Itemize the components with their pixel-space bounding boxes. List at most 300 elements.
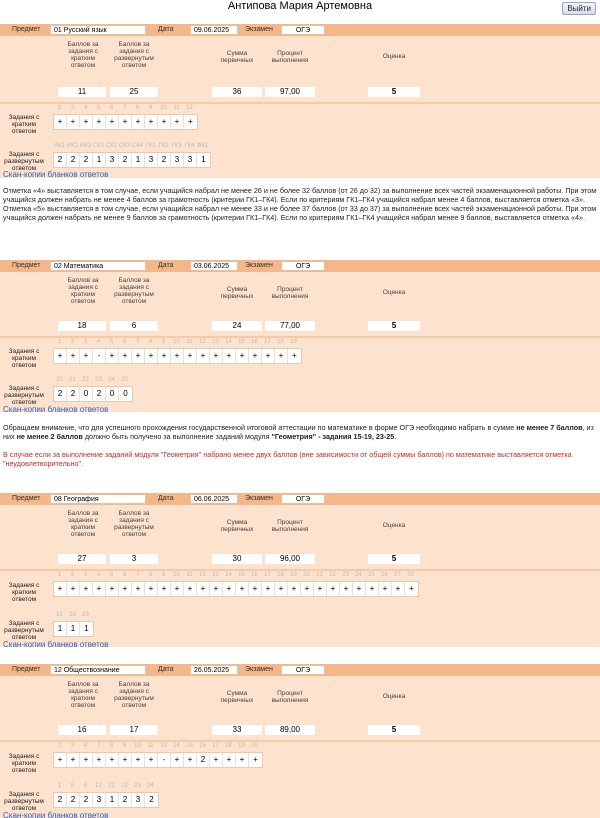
task-result-cell: 2 [54,387,67,401]
task-number: 14 [173,743,180,749]
task-number: 5 [70,783,75,789]
subject-header [0,24,600,36]
grade-header: Оценка [382,522,406,529]
long-points-value: 6 [110,321,158,331]
short-points-value: 18 [58,321,106,331]
task-result-cell: + [292,351,297,360]
task-number: 10 [160,105,167,111]
task-number: 25 [121,377,128,383]
task-number: 4 [83,105,88,111]
task-result-cell: + [67,753,80,767]
task-result-cell: + [197,349,210,363]
subject-header [0,664,600,676]
percent-header: Процент выполнения [271,690,309,704]
task-result-cell: + [171,753,184,767]
date-label: Дата [158,262,174,269]
task-result-cell: 2 [80,793,93,807]
task-number: 4 [96,572,101,578]
task-number: 8 [135,105,140,111]
short-task-results [53,348,302,364]
date-field: 03.06.2025 [190,261,238,271]
percent-value: 96,00 [265,554,315,564]
task-number: 3 [83,339,88,345]
task-result-cell: + [253,755,258,764]
subject-label: Предмет [12,26,41,33]
subject-label: Предмет [12,495,41,502]
subject-label: Предмет [12,666,41,673]
task-result-cell: + [171,115,184,129]
task-number: ГК4 [184,143,195,149]
task-result-cell: + [171,582,184,596]
task-number: 12 [199,572,206,578]
task-result-cell: + [262,582,275,596]
task-result-cell: + [184,753,197,767]
primary-sum-value: 36 [212,87,262,97]
score-summary [0,676,600,740]
short-row-label: Задания с кратким ответом [8,753,40,774]
task-number: 23 [342,572,349,578]
task-number: 24 [355,572,362,578]
grade-header: Оценка [382,289,406,296]
task-number: 6 [83,783,88,789]
task-number: 5 [109,339,114,345]
long-points-header: Баллов за задания с развернутым ответом [114,41,154,69]
page-title: Антипова Мария Артемовна [227,0,373,12]
task-result-cell: + [249,582,262,596]
subject-name-field: 12 Обществознание [50,665,146,675]
task-result-cell: + [93,753,106,767]
short-answer-row [0,742,600,782]
math-warning-note: В случае если за выполнение заданий модуля "Геометрия" набрано менее двух баллов (вне зависимости от общей суммы баллов) по математике выставляется отметка "неудовлетворительно". [3,450,572,468]
task-result-cell: + [54,582,67,596]
grade-header: Оценка [382,53,406,60]
task-number: 16 [199,743,206,749]
task-number: 20 [251,743,258,749]
task-result-cell: 2 [80,153,93,167]
grade-value: 5 [368,554,420,564]
task-number: 17 [264,572,271,578]
task-number: 11 [147,743,154,749]
subject-name-field: 01 Русский язык [50,25,146,35]
task-result-cell: + [67,582,80,596]
task-number: ГК2 [158,143,169,149]
task-result-cell: 2 [119,793,132,807]
task-number: 24 [147,783,154,789]
task-result-cell: + [158,582,171,596]
task-result-cell: 2 [67,387,80,401]
task-number: 22 [121,783,128,789]
task-result-cell: + [366,582,379,596]
task-number: 3 [83,572,88,578]
subject-name-field: 02 Математика [50,261,146,271]
task-number: СК1 [92,143,105,149]
task-result-cell: 3 [184,153,197,167]
task-number: ФК1 [196,143,209,149]
short-points-header: Баллов за задания с кратким ответом [67,41,99,69]
task-number: 18 [277,572,284,578]
task-number: 16 [251,339,258,345]
long-points-value: 3 [110,554,158,564]
task-number: 25 [368,572,375,578]
task-number: 1 [57,572,62,578]
task-number: 9 [161,572,166,578]
primary-sum-value: 30 [212,554,262,564]
task-result-cell: + [236,753,249,767]
task-number: 22 [82,377,89,383]
task-result-cell: 1 [93,153,106,167]
task-result-cell: + [106,349,119,363]
percent-value: 77,00 [265,321,315,331]
task-result-cell: 2 [93,387,106,401]
long-row-label: Задания с развернутым ответом [4,385,44,406]
task-result-cell: + [210,753,223,767]
date-label: Дата [158,666,174,673]
task-result-cell: 3 [145,153,158,167]
task-result-cell: + [80,349,93,363]
task-number: 6 [122,339,127,345]
task-result-cell: + [409,584,414,593]
task-number: 3 [70,105,75,111]
date-label: Дата [158,495,174,502]
task-number: 28 [69,612,76,618]
task-number: 13 [212,572,219,578]
task-result-cell: + [340,582,353,596]
task-result-cell: + [93,582,106,596]
task-result-cell: + [106,753,119,767]
task-result-cell: 1 [84,624,89,633]
task-number: 9 [161,339,166,345]
task-result-cell: + [275,582,288,596]
short-points-value: 16 [58,725,106,735]
task-result-cell: + [93,115,106,129]
task-result-cell: + [132,115,145,129]
primary-sum-header: Сумма первичных [220,690,254,704]
math-geometry-note: Обращаем внимание, что для успешного прохождения государственной итоговой аттестации по математике в форме ОГЭ необходимо набрать в сумме не менее 7 баллов, из них не менее 2 баллов должно быть получено за выполнение заданий модуля "Геометрия" - задания 15-19, 23-25. [3,423,594,441]
grade-value: 5 [368,725,420,735]
grade-value: 5 [368,87,420,97]
task-result-cell: 0 [106,387,119,401]
task-result-cell: + [119,115,132,129]
task-number: 3 [70,743,75,749]
task-result-cell: 2 [67,793,80,807]
task-result-cell: + [132,582,145,596]
subject-header [0,260,600,272]
task-number: 10 [134,743,141,749]
task-number: 18 [277,339,284,345]
scan-copies-link[interactable]: Скан-копии бланков ответов [3,170,109,179]
math-note-part6: "Геометрия" - задания 15-19, 23-25 [271,432,395,441]
task-number: 7 [122,105,127,111]
task-result-cell: 0 [80,387,93,401]
task-result-cell: + [80,582,93,596]
scan-copies-link[interactable]: Скан-копии бланков ответов [3,640,109,649]
short-task-results [53,581,419,597]
task-result-cell: + [262,349,275,363]
percent-header: Процент выполнения [271,519,309,533]
task-number: 5 [109,572,114,578]
short-answer-row [0,571,600,611]
task-result-cell: 1 [67,622,80,636]
task-result-cell: 2 [67,153,80,167]
long-points-header: Баллов за задания с развернутым ответом [114,681,154,709]
subject-label: Предмет [12,262,41,269]
task-result-cell: 2 [54,153,67,167]
task-number: 1 [57,339,62,345]
task-result-cell: + [80,115,93,129]
short-row-label: Задания с кратким ответом [8,582,40,603]
task-result-cell: + [223,582,236,596]
long-task-results [53,792,159,808]
task-number: 7 [135,572,140,578]
percent-value: 97,00 [265,87,315,97]
task-number: 15 [238,339,245,345]
percent-header: Процент выполнения [271,50,309,64]
task-result-cell: + [158,349,171,363]
task-result-cell: 2 [54,793,67,807]
task-number: 19 [290,339,297,345]
task-result-cell: + [379,582,392,596]
long-points-value: 25 [110,87,158,97]
task-number: 5 [96,105,101,111]
task-result-cell: 0 [123,389,128,398]
task-result-cell: 2 [149,795,154,804]
task-number: 6 [122,572,127,578]
subject-social [0,664,600,818]
task-number: 12 [186,105,193,111]
task-result-cell: + [54,349,67,363]
short-points-value: 27 [58,554,106,564]
task-result-cell: + [210,582,223,596]
task-number: 12 [56,612,63,618]
primary-sum-value: 33 [212,725,262,735]
scan-copies-link[interactable]: Скан-копии бланков ответов [3,405,109,414]
task-number: 16 [251,572,258,578]
task-result-cell: 2 [158,153,171,167]
task-number: 12 [199,339,206,345]
date-field: 26.05.2025 [190,665,238,675]
task-number: 4 [96,339,101,345]
math-note-part5: должно быть получено за выполнение заданий модуля [84,432,270,441]
percent-value: 89,00 [265,725,315,735]
date-field: 06.06.2025 [190,494,238,504]
score-summary [0,272,600,336]
task-number: 10 [173,572,180,578]
subject-name-field: 08 География [50,494,146,504]
task-result-cell: 2 [119,153,132,167]
task-number: 9 [122,743,127,749]
long-row-label: Задания с развернутым ответом [4,151,44,172]
task-result-cell: + [275,349,288,363]
task-number: 8 [109,743,114,749]
task-number: ИК2 [66,143,79,149]
task-result-cell: + [249,349,262,363]
task-result-cell: 1 [106,793,119,807]
task-number: 13 [212,339,219,345]
task-result-cell: + [119,582,132,596]
russian-grading-note: Отметка «4» выставляется в том случае, если учащийся набрал не менее 26 и не более 32 баллов (от 26 до 32) за выполнение всех частей экзаменационной работы. При этом учащийся должен набрать не менее 4 баллов за грамотность (критерии ГК1–ГК4). Если по критериям ГК1–ГК4 учащийся набрал менее 4 баллов, выставляется отметка «3». Отметка «5» выставляется в том случае, если учащийся набрал не менее 33 и не более 37 баллов (от 33 до 37) за выполнение всех частей экзаменационной работы. При этом учащийся должен набрать не менее 9 баллов за грамотность (критерии ГК1–ГК4). Если по критериям ГК1–ГК4 учащийся набрал менее 9 баллов, выставляется отметка «4». [3,186,597,222]
exam-field: ОГЭ [281,665,325,675]
task-number: 20 [303,572,310,578]
task-number: 8 [148,572,153,578]
task-number: 7 [135,339,140,345]
long-row-label: Задания с развернутым ответом [4,791,44,812]
short-points-header: Баллов за задания с кратким ответом [67,510,99,538]
task-result-cell: + [119,349,132,363]
task-number: 21 [69,377,76,383]
task-result-cell: + [158,115,171,129]
task-number: 21 [316,572,323,578]
task-number: 21 [108,783,115,789]
task-result-cell: + [184,349,197,363]
task-number: ИК3 [79,143,92,149]
math-note-part1: Обращаем внимание, что для успешного прохождения государственной итоговой аттестации по математике в форме ОГЭ необходимо набрать в сумме [3,423,515,432]
task-result-cell: + [106,115,119,129]
task-result-cell: + [171,349,184,363]
primary-sum-value: 24 [212,321,262,331]
task-number: 19 [238,743,245,749]
exit-button[interactable]: Выйти [562,2,596,15]
task-number: ИК1 [53,143,66,149]
task-result-cell: + [119,753,132,767]
task-number: 14 [225,339,232,345]
exam-field: ОГЭ [281,25,325,35]
task-result-cell: + [223,349,236,363]
task-number: 11 [186,572,193,578]
task-number: 22 [329,572,336,578]
task-number: 29 [82,612,89,618]
task-number: 2 [57,743,62,749]
task-number: 15 [186,743,193,749]
task-number: ГК1 [145,143,156,149]
task-result-cell: + [236,582,249,596]
exam-label: Экзамен [245,26,273,33]
task-number: 15 [238,572,245,578]
task-number: 26 [381,572,388,578]
subject-geography [0,493,600,647]
task-result-cell: + [288,582,301,596]
task-number: 14 [225,572,232,578]
subject-russian [0,24,600,178]
date-label: Дата [158,26,174,33]
short-answer-row [0,104,600,142]
task-result-cell: + [197,582,210,596]
exam-field: ОГЭ [281,494,325,504]
task-number: 27 [394,572,401,578]
task-number: 2 [70,572,75,578]
primary-sum-header: Сумма первичных [220,519,254,533]
exam-field: ОГЭ [281,261,325,271]
task-result-cell: + [301,582,314,596]
task-result-cell: 1 [54,622,67,636]
date-field: 09.06.2025 [190,25,238,35]
task-result-cell: + [67,349,80,363]
task-result-cell: + [106,582,119,596]
short-points-value: 11 [58,87,106,97]
task-result-cell: - [158,753,171,767]
subject-header [0,493,600,505]
task-number: 6 [109,105,114,111]
task-number: 4 [83,743,88,749]
task-result-cell: + [132,753,145,767]
task-result-cell: + [145,582,158,596]
task-result-cell: + [392,582,405,596]
task-number: 1 [57,783,62,789]
short-task-results [53,752,263,768]
task-result-cell: + [223,753,236,767]
task-number: СК4 [131,143,144,149]
task-result-cell: 1 [201,155,206,164]
math-note-part3: , из них [3,423,594,441]
math-note-part2: не менее 7 баллов [516,423,583,432]
task-number: 17 [264,339,271,345]
task-number: СК2 [105,143,118,149]
task-result-cell: - [93,349,106,363]
task-result-cell: 3 [106,153,119,167]
task-number: 18 [225,743,232,749]
grade-value: 5 [368,321,420,331]
scan-copies-link[interactable]: Скан-копии бланков ответов [3,811,109,818]
short-answer-row [0,338,600,376]
task-number: 2 [57,105,62,111]
task-result-cell: + [145,753,158,767]
task-result-cell: 1 [132,153,145,167]
task-result-cell: + [80,753,93,767]
short-row-label: Задания с кратким ответом [8,114,40,135]
task-result-cell: + [314,582,327,596]
exam-label: Экзамен [245,262,273,269]
task-number: 23 [95,377,102,383]
short-points-header: Баллов за задания с кратким ответом [67,277,99,305]
task-result-cell: + [188,117,193,126]
task-result-cell: + [132,349,145,363]
task-number: 7 [96,743,101,749]
task-number: 17 [212,743,219,749]
long-task-results [53,621,94,637]
task-result-cell: + [145,349,158,363]
task-number: ГК3 [171,143,182,149]
subject-math [0,260,600,412]
task-result-cell: + [54,753,67,767]
task-number: 8 [148,339,153,345]
primary-sum-header: Сумма первичных [220,50,254,64]
task-number: СК3 [118,143,131,149]
task-result-cell: + [54,115,67,129]
long-task-results [53,152,211,168]
score-summary [0,36,600,102]
task-result-cell: 3 [171,153,184,167]
task-result-cell: + [236,349,249,363]
task-number: 2 [70,339,75,345]
task-number: 24 [108,377,115,383]
task-number: 13 [160,743,167,749]
task-number: 9 [148,105,153,111]
short-points-header: Баллов за задания с кратким ответом [67,681,99,709]
long-points-header: Баллов за задания с развернутым ответом [114,277,154,305]
task-result-cell: 2 [197,753,210,767]
task-result-cell: + [327,582,340,596]
long-task-results [53,386,133,402]
task-number: 20 [56,377,63,383]
task-number: 23 [134,783,141,789]
task-result-cell: + [145,115,158,129]
task-result-cell: 3 [132,793,145,807]
task-number: 11 [173,105,180,111]
task-result-cell: + [184,582,197,596]
grade-header: Оценка [382,693,406,700]
task-number: 11 [186,339,193,345]
score-summary [0,505,600,569]
task-result-cell: + [210,349,223,363]
